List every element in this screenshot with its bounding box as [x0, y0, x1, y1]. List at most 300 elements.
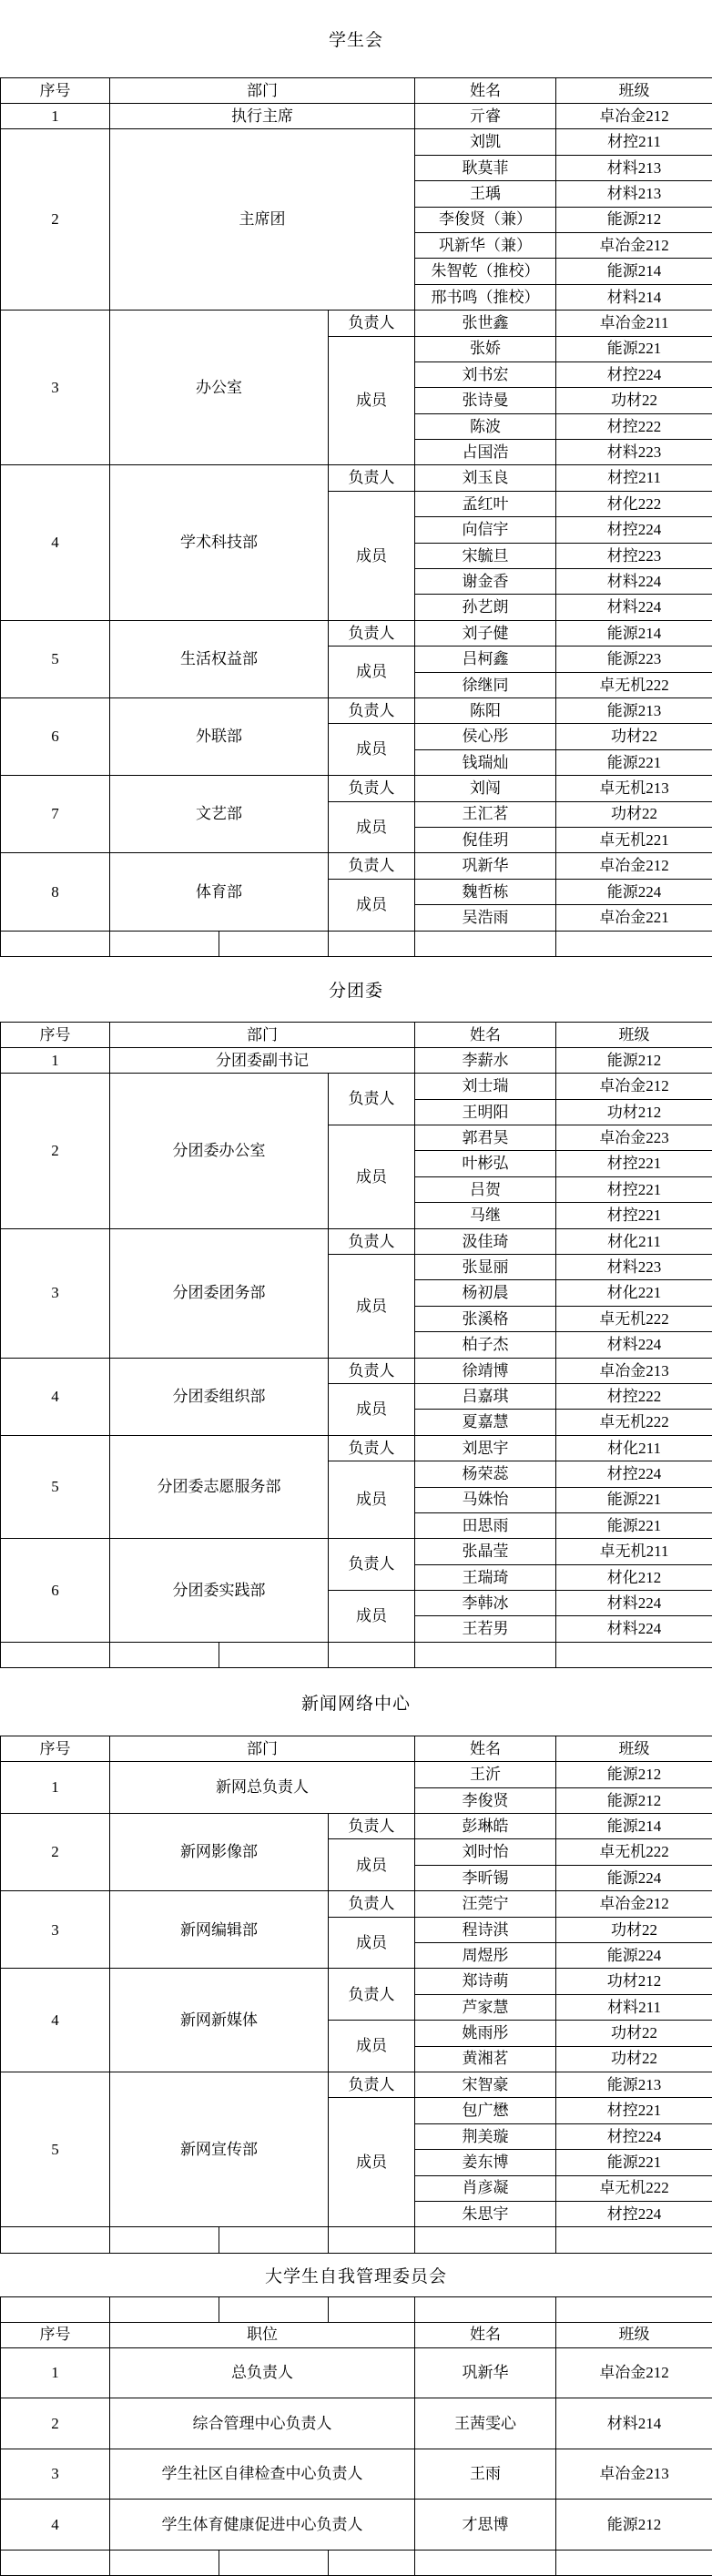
role-cell: 负责人	[329, 1435, 415, 1461]
table-row	[1, 1074, 712, 1099]
class-cell: 材料214	[556, 2398, 712, 2449]
roster-table-self-management	[0, 2296, 712, 2576]
name-cell: 孙艺朗	[415, 595, 556, 620]
name-cell: 李韩冰	[415, 1591, 556, 1616]
name-cell: 王茜雯心	[415, 2398, 556, 2449]
class-cell: 材化211	[556, 1228, 712, 1254]
table-row	[1, 1047, 712, 1073]
table-row	[1, 1642, 712, 1667]
table-row	[1, 2449, 712, 2500]
name-cell: 荆美璇	[415, 2123, 556, 2149]
class-cell: 材料211	[556, 1994, 712, 2020]
empty-cell	[219, 2296, 329, 2322]
empty-cell	[329, 2550, 415, 2575]
class-cell: 能源224	[556, 1865, 712, 1890]
class-cell: 能源214	[556, 1814, 712, 1839]
index-cell: 1	[1, 2347, 110, 2398]
header-cell-class: 班级	[556, 2322, 712, 2347]
header-cell-name: 姓名	[415, 2322, 556, 2347]
empty-cell	[556, 2296, 712, 2322]
index-cell: 3	[1, 1228, 110, 1358]
class-cell: 卓无机213	[556, 776, 712, 801]
dept-cell: 新网新媒体	[110, 1969, 329, 2072]
role-cell: 负责人	[329, 776, 415, 801]
name-cell: 姜东博	[415, 2150, 556, 2175]
class-cell: 材控211	[556, 465, 712, 491]
dept-cell: 办公室	[110, 311, 329, 465]
role-cell: 负责人	[329, 697, 415, 723]
table-row	[1, 1022, 712, 1047]
class-cell: 材料223	[556, 1255, 712, 1280]
index-cell: 5	[1, 2072, 110, 2226]
name-cell: 马姝怡	[415, 1487, 556, 1512]
empty-cell	[415, 2227, 556, 2253]
table-row	[1, 1358, 712, 1383]
role-cell: 成员	[329, 724, 415, 776]
name-cell: 刘凯	[415, 129, 556, 155]
index-cell: 2	[1, 1814, 110, 1891]
name-cell: 芦家慧	[415, 1994, 556, 2020]
section-student-union	[0, 0, 712, 957]
class-cell: 能源212	[556, 207, 712, 232]
name-cell: 张诗曼	[415, 388, 556, 413]
name-cell: 彭琳皓	[415, 1814, 556, 1839]
empty-cell	[219, 2550, 329, 2575]
role-cell: 成员	[329, 1255, 415, 1359]
table-row	[1, 2322, 712, 2347]
role-cell: 成员	[329, 2098, 415, 2227]
dept-cell: 分团委组织部	[110, 1358, 329, 1435]
empty-cell	[415, 1642, 556, 1667]
section-news-network-center	[0, 1668, 712, 2253]
role-cell: 成员	[329, 1591, 415, 1643]
class-cell: 材化212	[556, 1564, 712, 1590]
section-title	[0, 957, 712, 1022]
class-cell: 功材22	[556, 2046, 712, 2072]
name-cell: 钱瑞灿	[415, 749, 556, 775]
header-cell-index: 序号	[1, 1022, 110, 1047]
role-cell: 成员	[329, 1839, 415, 1891]
name-cell: 王瑀	[415, 181, 556, 207]
section-title-text: 分团委	[329, 977, 383, 1002]
index-cell: 4	[1, 465, 110, 620]
name-cell: 夏嘉慧	[415, 1410, 556, 1435]
class-cell: 能源224	[556, 879, 712, 904]
name-cell: 王明阳	[415, 1099, 556, 1125]
empty-cell	[556, 2550, 712, 2575]
section-title-text: 新闻网络中心	[301, 1690, 411, 1715]
dept-cell: 新网总负责人	[110, 1762, 415, 1814]
name-cell: 叶彬弘	[415, 1151, 556, 1176]
table-row	[1, 1969, 712, 1994]
name-cell: 朱智乾（推校）	[415, 259, 556, 284]
name-cell: 占国浩	[415, 440, 556, 465]
name-cell: 张世鑫	[415, 311, 556, 336]
table-row	[1, 78, 712, 104]
role-cell: 成员	[329, 801, 415, 853]
index-cell: 4	[1, 1358, 110, 1435]
name-cell: 李昕锡	[415, 1865, 556, 1890]
table-row	[1, 2296, 712, 2322]
class-cell: 能源221	[556, 749, 712, 775]
class-cell: 能源221	[556, 1487, 712, 1512]
class-cell: 材料224	[556, 1332, 712, 1358]
header-cell-name: 姓名	[415, 78, 556, 104]
index-cell: 1	[1, 1762, 110, 1814]
index-cell: 4	[1, 1969, 110, 2072]
table-row	[1, 2347, 712, 2398]
index-cell: 7	[1, 776, 110, 853]
name-cell: 刘时怡	[415, 1839, 556, 1865]
class-cell: 能源221	[556, 336, 712, 361]
class-cell: 材控224	[556, 2123, 712, 2149]
table-row	[1, 1228, 712, 1254]
class-cell: 卓冶金223	[556, 1125, 712, 1151]
table-row	[1, 129, 712, 155]
class-cell: 能源221	[556, 2150, 712, 2175]
role-cell: 负责人	[329, 1814, 415, 1839]
name-cell: 汲佳琦	[415, 1228, 556, 1254]
class-cell: 功材22	[556, 1917, 712, 1942]
name-cell: 才思博	[415, 2500, 556, 2551]
index-cell: 4	[1, 2500, 110, 2551]
class-cell: 卓冶金213	[556, 1358, 712, 1383]
index-cell: 1	[1, 104, 110, 129]
name-cell: 陈阳	[415, 697, 556, 723]
empty-cell	[329, 931, 415, 956]
class-cell: 材控224	[556, 517, 712, 543]
dept-cell: 学生体育健康促进中心负责人	[110, 2500, 415, 2551]
dept-cell: 体育部	[110, 853, 329, 931]
header-cell-name: 姓名	[415, 1022, 556, 1047]
empty-cell	[219, 1642, 329, 1667]
class-cell: 材控224	[556, 1461, 712, 1487]
empty-cell	[1, 2550, 110, 2575]
name-cell: 巩新华	[415, 853, 556, 879]
empty-cell	[1, 1642, 110, 1667]
section-title-text: 大学生自我管理委员会	[265, 2263, 447, 2287]
class-cell: 材控223	[556, 543, 712, 568]
name-cell: 马继	[415, 1203, 556, 1228]
class-cell: 材控221	[556, 2098, 712, 2123]
header-cell-name: 姓名	[415, 1736, 556, 1762]
header-cell-dept: 部门	[110, 78, 415, 104]
section-self-management-committee	[0, 2254, 712, 2576]
class-cell: 能源212	[556, 1787, 712, 1813]
class-cell: 材控222	[556, 413, 712, 439]
table-row	[1, 2227, 712, 2253]
class-cell: 材控222	[556, 1383, 712, 1409]
name-cell: 孟红叶	[415, 491, 556, 516]
header-cell-dept: 部门	[110, 1022, 415, 1047]
class-cell: 卓无机222	[556, 2175, 712, 2201]
class-cell: 功材22	[556, 388, 712, 413]
empty-cell	[329, 2227, 415, 2253]
name-cell: 侯心彤	[415, 724, 556, 749]
dept-cell: 学术科技部	[110, 465, 329, 620]
index-cell: 5	[1, 1435, 110, 1539]
name-cell: 耿莫菲	[415, 155, 556, 180]
name-cell: 程诗淇	[415, 1917, 556, 1942]
class-cell: 材控221	[556, 1151, 712, 1176]
dept-cell: 分团委实践部	[110, 1539, 329, 1643]
role-cell: 成员	[329, 1917, 415, 1969]
name-cell: 吕嘉琪	[415, 1383, 556, 1409]
class-cell: 能源224	[556, 1943, 712, 1969]
empty-cell	[556, 2227, 712, 2253]
class-cell: 材料223	[556, 440, 712, 465]
section-title	[0, 2254, 712, 2296]
table-row	[1, 1435, 712, 1461]
empty-cell	[1, 2296, 110, 2322]
class-cell: 能源212	[556, 2500, 712, 2551]
class-cell: 卓冶金211	[556, 311, 712, 336]
class-cell: 卓冶金221	[556, 905, 712, 931]
empty-cell	[415, 2296, 556, 2322]
name-cell: 汪莞宁	[415, 1891, 556, 1917]
class-cell: 功材22	[556, 2021, 712, 2046]
role-cell: 成员	[329, 336, 415, 465]
roster-table-news-network	[0, 1736, 712, 2253]
index-cell: 2	[1, 2398, 110, 2449]
name-cell: 郭君昊	[415, 1125, 556, 1151]
header-cell-dept: 职位	[110, 2322, 415, 2347]
class-cell: 卓冶金212	[556, 1074, 712, 1099]
name-cell: 宋智豪	[415, 2072, 556, 2097]
index-cell: 3	[1, 311, 110, 465]
name-cell: 包广懋	[415, 2098, 556, 2123]
class-cell: 功材212	[556, 1969, 712, 1994]
name-cell: 周煜彤	[415, 1943, 556, 1969]
header-cell-index: 序号	[1, 1736, 110, 1762]
role-cell: 负责人	[329, 1891, 415, 1917]
index-cell: 6	[1, 697, 110, 775]
class-cell: 材控224	[556, 361, 712, 387]
table-row	[1, 104, 712, 129]
name-cell: 张显丽	[415, 1255, 556, 1280]
class-cell: 卓无机222	[556, 1410, 712, 1435]
class-cell: 材控221	[556, 1176, 712, 1202]
section-title-text: 学生会	[329, 26, 383, 51]
index-cell: 6	[1, 1539, 110, 1643]
name-cell: 刘书宏	[415, 361, 556, 387]
role-cell: 成员	[329, 1125, 415, 1229]
index-cell: 2	[1, 1074, 110, 1228]
empty-cell	[110, 2550, 219, 2575]
empty-cell	[329, 2296, 415, 2322]
empty-cell	[110, 2227, 219, 2253]
class-cell: 能源212	[556, 1762, 712, 1787]
dept-cell: 总负责人	[110, 2347, 415, 2398]
table-row	[1, 465, 712, 491]
class-cell: 卓冶金212	[556, 1891, 712, 1917]
name-cell: 刘玉良	[415, 465, 556, 491]
dept-cell: 新网宣传部	[110, 2072, 329, 2226]
table-row	[1, 853, 712, 879]
section-title	[0, 1668, 712, 1736]
name-cell: 王雨	[415, 2449, 556, 2500]
empty-cell	[110, 931, 219, 956]
class-cell: 能源214	[556, 620, 712, 646]
class-cell: 材控211	[556, 129, 712, 155]
table-row	[1, 1814, 712, 1839]
name-cell: 徐靖博	[415, 1358, 556, 1383]
table-row	[1, 311, 712, 336]
class-cell: 材料224	[556, 595, 712, 620]
name-cell: 魏哲栋	[415, 879, 556, 904]
name-cell: 邢书鸣（推校）	[415, 284, 556, 310]
class-cell: 材化211	[556, 1435, 712, 1461]
dept-cell: 学生社区自律检查中心负责人	[110, 2449, 415, 2500]
name-cell: 李俊贤	[415, 1787, 556, 1813]
class-cell: 卓无机222	[556, 1306, 712, 1331]
class-cell: 材控221	[556, 1203, 712, 1228]
index-cell: 1	[1, 1047, 110, 1073]
name-cell: 谢金香	[415, 569, 556, 595]
table-row	[1, 2398, 712, 2449]
role-cell: 负责人	[329, 620, 415, 646]
class-cell: 材料213	[556, 181, 712, 207]
role-cell: 负责人	[329, 853, 415, 879]
table-row	[1, 697, 712, 723]
dept-cell: 文艺部	[110, 776, 329, 853]
table-row	[1, 1891, 712, 1917]
dept-cell: 分团委团务部	[110, 1228, 329, 1358]
table-row	[1, 2072, 712, 2097]
role-cell: 成员	[329, 1461, 415, 1539]
class-cell: 卓冶金212	[556, 104, 712, 129]
name-cell: 刘子健	[415, 620, 556, 646]
table-row	[1, 1539, 712, 1564]
name-cell: 肖彦凝	[415, 2175, 556, 2201]
empty-cell	[329, 1642, 415, 1667]
empty-cell	[556, 931, 712, 956]
table-row	[1, 620, 712, 646]
dept-cell: 新网影像部	[110, 1814, 329, 1891]
name-cell: 李俊贤（兼）	[415, 207, 556, 232]
roster-table-student-union	[0, 77, 712, 957]
header-cell-class: 班级	[556, 1022, 712, 1047]
empty-cell	[110, 1642, 219, 1667]
class-cell: 材化222	[556, 491, 712, 516]
class-cell: 卓冶金212	[556, 2347, 712, 2398]
class-cell: 卓冶金212	[556, 232, 712, 258]
empty-cell	[1, 931, 110, 956]
class-cell: 能源214	[556, 259, 712, 284]
dept-cell: 生活权益部	[110, 620, 329, 697]
class-cell: 卓冶金213	[556, 2449, 712, 2500]
roster-table-youth-league	[0, 1022, 712, 1668]
role-cell: 负责人	[329, 1969, 415, 2021]
dept-cell: 分团委志愿服务部	[110, 1435, 329, 1539]
dept-cell: 新网编辑部	[110, 1891, 329, 1969]
name-cell: 吕柯鑫	[415, 647, 556, 672]
name-cell: 姚雨彤	[415, 2021, 556, 2046]
class-cell: 功材22	[556, 724, 712, 749]
table-row	[1, 2500, 712, 2551]
dept-cell: 分团委办公室	[110, 1074, 329, 1228]
name-cell: 王若男	[415, 1616, 556, 1642]
table-row	[1, 2550, 712, 2575]
empty-cell	[219, 2227, 329, 2253]
name-cell: 杨荣蕊	[415, 1461, 556, 1487]
class-cell: 材料224	[556, 569, 712, 595]
name-cell: 陈波	[415, 413, 556, 439]
header-cell-dept: 部门	[110, 1736, 415, 1762]
role-cell: 负责人	[329, 1539, 415, 1591]
class-cell: 功材212	[556, 1099, 712, 1125]
table-row	[1, 931, 712, 956]
table-row	[1, 1762, 712, 1787]
name-cell: 郑诗萌	[415, 1969, 556, 1994]
name-cell: 王汇茗	[415, 801, 556, 827]
role-cell: 成员	[329, 2021, 415, 2072]
class-cell: 卓无机221	[556, 827, 712, 852]
name-cell: 朱思宇	[415, 2201, 556, 2226]
class-cell: 能源212	[556, 1047, 712, 1073]
role-cell: 负责人	[329, 311, 415, 336]
name-cell: 王瑞琦	[415, 1564, 556, 1590]
header-cell-index: 序号	[1, 2322, 110, 2347]
role-cell: 成员	[329, 491, 415, 620]
name-cell: 田思雨	[415, 1512, 556, 1538]
empty-cell	[110, 2296, 219, 2322]
empty-cell	[415, 931, 556, 956]
name-cell: 张晶莹	[415, 1539, 556, 1564]
name-cell: 吕贺	[415, 1176, 556, 1202]
index-cell: 3	[1, 1891, 110, 1969]
dept-cell: 综合管理中心负责人	[110, 2398, 415, 2449]
class-cell: 材料214	[556, 284, 712, 310]
name-cell: 亓睿	[415, 104, 556, 129]
class-cell: 卓无机222	[556, 1839, 712, 1865]
class-cell: 材料213	[556, 155, 712, 180]
class-cell: 能源221	[556, 1512, 712, 1538]
header-cell-class: 班级	[556, 78, 712, 104]
dept-cell: 主席团	[110, 129, 415, 311]
name-cell: 王沂	[415, 1762, 556, 1787]
index-cell: 5	[1, 620, 110, 697]
table-row	[1, 1736, 712, 1762]
name-cell: 杨初晨	[415, 1280, 556, 1306]
name-cell: 巩新华（兼）	[415, 232, 556, 258]
name-cell: 刘士瑞	[415, 1074, 556, 1099]
class-cell: 卓冶金212	[556, 853, 712, 879]
index-cell: 8	[1, 853, 110, 931]
role-cell: 负责人	[329, 1358, 415, 1383]
name-cell: 黄湘茗	[415, 2046, 556, 2072]
index-cell: 2	[1, 129, 110, 311]
empty-cell	[219, 931, 329, 956]
name-cell: 刘思宇	[415, 1435, 556, 1461]
header-cell-index: 序号	[1, 78, 110, 104]
dept-cell: 执行主席	[110, 104, 415, 129]
dept-cell: 外联部	[110, 697, 329, 775]
name-cell: 刘闯	[415, 776, 556, 801]
section-youth-league-committee	[0, 957, 712, 1668]
header-cell-class: 班级	[556, 1736, 712, 1762]
role-cell: 成员	[329, 1383, 415, 1435]
table-row	[1, 776, 712, 801]
role-cell: 负责人	[329, 1228, 415, 1254]
role-cell: 成员	[329, 879, 415, 931]
role-cell: 负责人	[329, 2072, 415, 2097]
class-cell: 材料224	[556, 1616, 712, 1642]
class-cell: 能源213	[556, 2072, 712, 2097]
name-cell: 徐继同	[415, 672, 556, 697]
name-cell: 李薪水	[415, 1047, 556, 1073]
name-cell: 张娇	[415, 336, 556, 361]
